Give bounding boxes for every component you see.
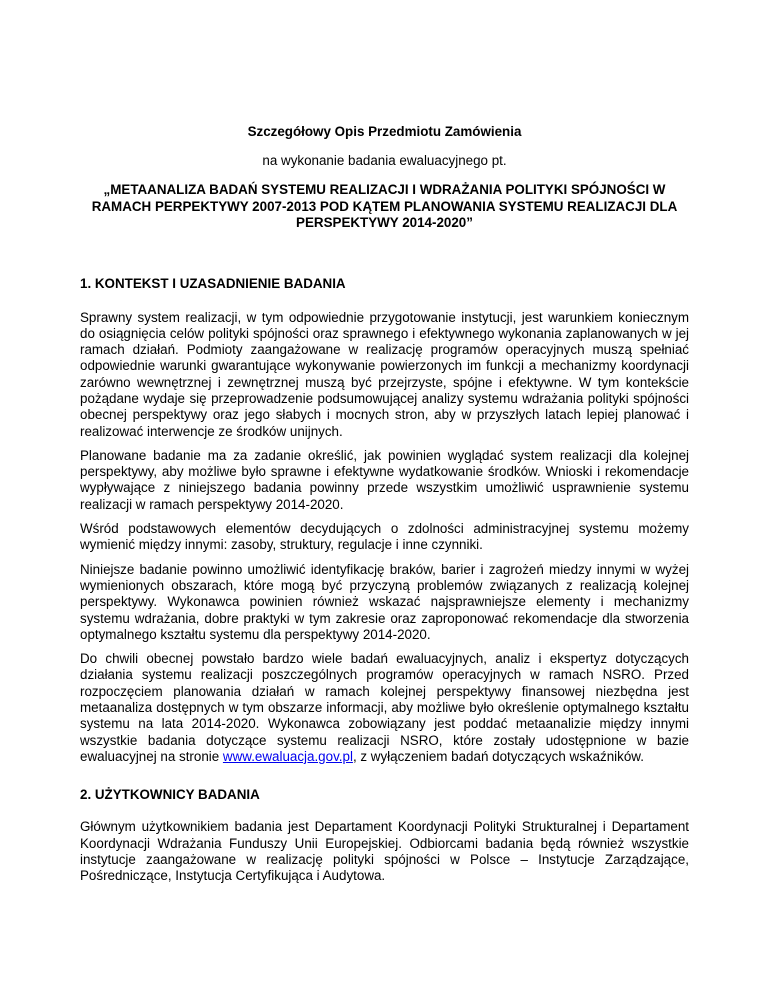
study-title: „METAANALIZA BADAŃ SYSTEMU REALIZACJI I WDRAŻANIA POLITYKI SPÓJNOŚCI W RAMACH PERPEKTYWY 2007-2013 POD KĄTEM PLANOWANIA SYSTEMU REALIZACJI DLA PERSPEKTYWY 2014-2020” bbox=[91, 182, 678, 230]
section-2-paragraph-1: Głównym użytkownikiem badania jest Departament Koordynacji Polityki Strukturalnej i Departament Koordynacji Wdrażania Funduszy Unii Europejskiej. Odbiorcami badania będą również wszystkie instytucje zaangażowane w realizację polityki spójności w Polsce – Instytucje Zarządzające, Pośredniczące, Instytucja Certyfikująca i Audytowa. bbox=[80, 819, 689, 884]
section-1-paragraph-5 bbox=[80, 651, 689, 765]
section-1-paragraph-4: Niniejsze badanie powinno umożliwić identyfikację braków, barier i zagrożeń miedzy innymi w wyżej wymienionych obszarach, które mogą być przyczyną problemów związanych z realizacją kolejnej perspektywy. Wykonawca powinien również wskazać najsprawniejsze elementy i mechanizmy systemu wdrażania, dobre praktyki w tym zakresie oraz zaproponować rekomendacje dla stworzenia optymalnego kształtu systemu dla perspektywy 2014-2020. bbox=[80, 561, 689, 642]
document-page bbox=[80, 124, 689, 884]
paragraph-5-text-start: Do chwili obecnej powstało bardzo wiele badań ewaluacyjnych, analiz i ekspertyz dotyczących działania systemu realizacji poszczególnych programów operacyjnych w ramach NSRO. Przed rozpoczęciem planowania działań w ramach kolejnej perspektywy finansowej niezbędna jest metaanaliza dostępnych w tym obszarze informacji, aby możliwe było określenie optymalnego kształtu systemu na lata 2014-2020. Wykonawca zobowiązany jest poddać metaanalizie między innymi wszystkie badania dotyczące systemu realizacji NSRO, które zostały udostępnione w bazie ewaluacyjnej na stronie bbox=[80, 651, 689, 764]
document-title: Szczegółowy Opis Przedmiotu Zamówienia bbox=[247, 124, 522, 139]
section-1-paragraph-3: Wśród podstawowych elementów decydujących o zdolności administracyjnej systemu możemy wymienić między innymi: zasoby, struktury, regulacje i inne czynniki. bbox=[80, 521, 689, 553]
document-subtitle: na wykonanie badania ewaluacyjnego pt. bbox=[262, 153, 507, 168]
section-2-heading: 2. UŻYTKOWNICY BADANIA bbox=[80, 787, 260, 803]
section-1-paragraph-1: Sprawny system realizacji, w tym odpowiednie przygotowanie instytucji, jest warunkiem koniecznym do osiągnięcia celów polityki spójności oraz sprawnego i efektywnego wykonania zaplanowanych w jej ramach działań. Podmioty zaangażowane w realizację programów operacyjnych muszą spełniać odpowiednie warunki gwarantujące wykonywanie powierzonych im funkcji a mechanizmy koordynacji zarówno wewnętrznej i zewnętrznej muszą być przejrzyste, spójne i efektywne. W tym kontekście pożądane wydaje się przeprowadzenie podsumowującej analizy systemu wdrażania polityki spójności obecnej perspektywy oraz jego słabych i mocnych stron, aby w przyszłych latach lepiej planować i realizować interwencje ze środków unijnych. bbox=[80, 309, 689, 439]
section-1-heading: 1. KONTEKST I UZASADNIENIE BADANIA bbox=[80, 275, 346, 291]
section-1-paragraph-2: Planowane badanie ma za zadanie określić, jak powinien wyglądać system realizacji dla kolejnej perspektywy, aby możliwe było sprawne i efektywne wydatkowanie środków. Wnioski i rekomendacje wypływające z niniejszego badania powinny przede wszystkim umożliwić usprawnienie systemu realizacji w ramach perspektywy 2014-2020. bbox=[80, 447, 689, 512]
paragraph-5-text-end: , z wyłączeniem badań dotyczących wskaźników. bbox=[352, 748, 644, 764]
ewaluacja-link[interactable]: www.ewaluacja.gov.pl bbox=[222, 748, 353, 764]
